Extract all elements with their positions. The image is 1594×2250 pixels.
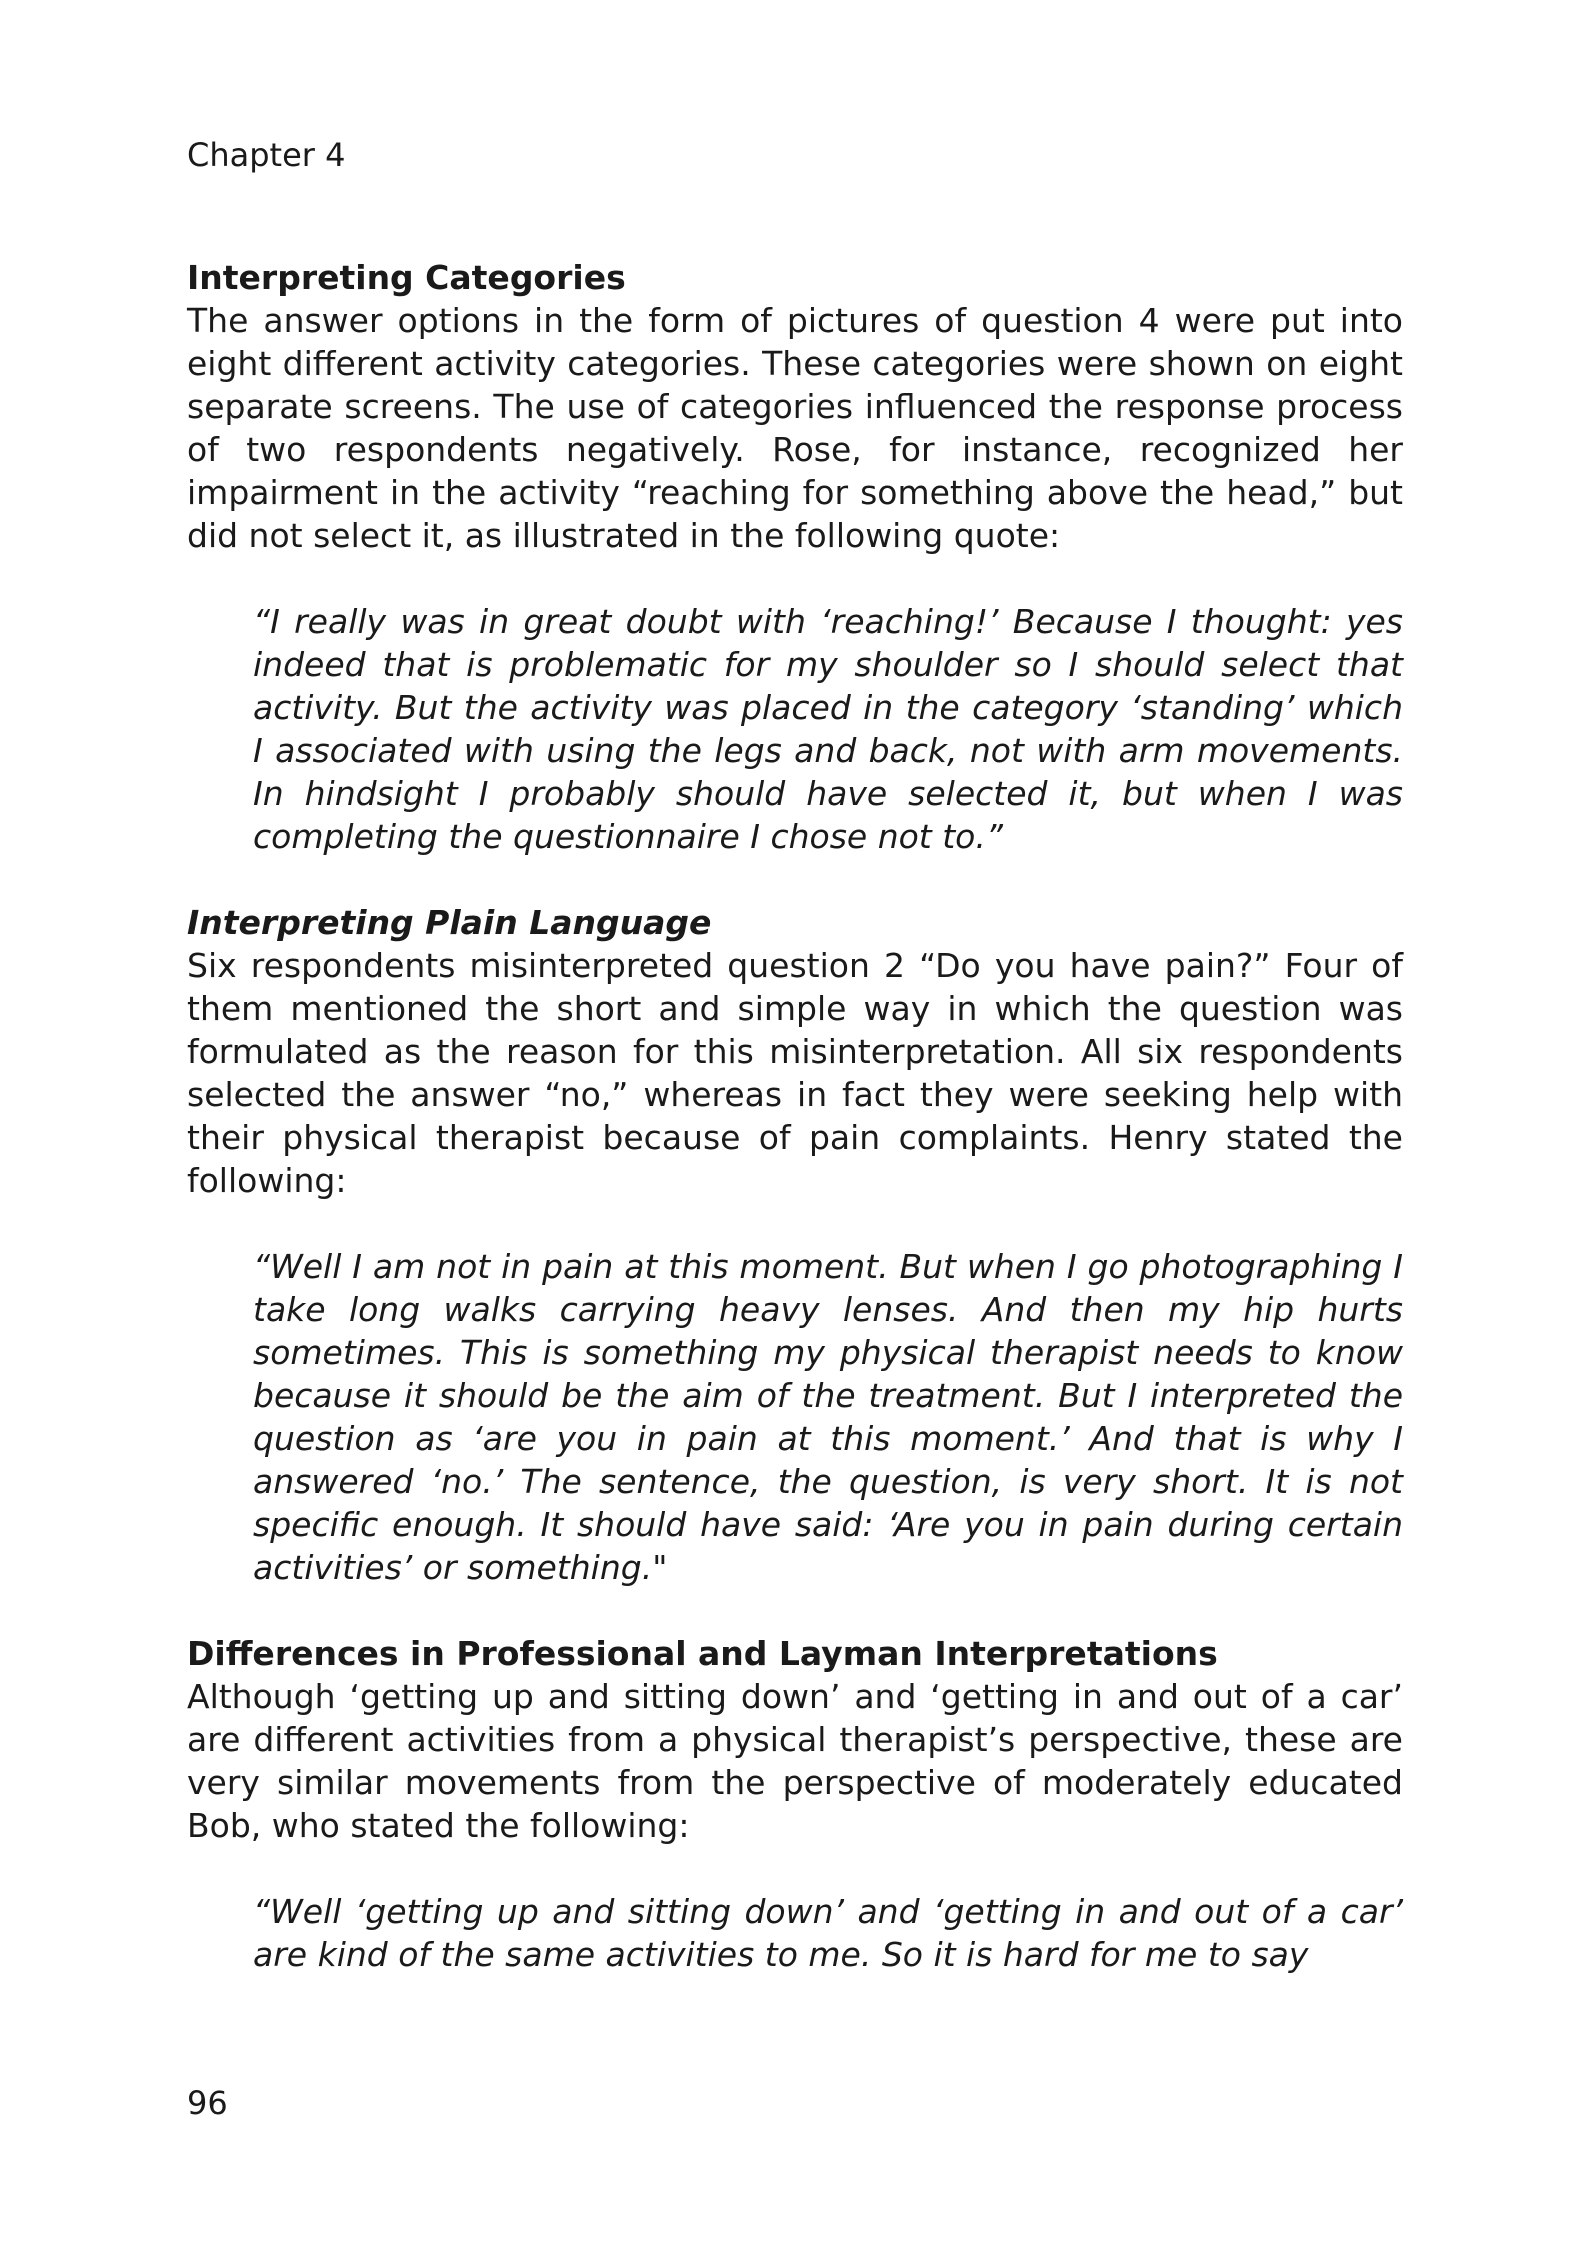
quote-bob: “Well ‘getting up and sitting down’ and ‘getting in and out of a car’ are kind of the same activities to me. So it is hard for me to say <box>253 1892 1403 1974</box>
section-heading-interpreting-plain-language: Interpreting Plain Language <box>187 903 712 942</box>
section-paragraph-interpreting-plain-language: Six respondents misinterpreted question 2 “Do you have pain?” Four of them mentioned the short and simple way in which the question was formulated as the reason for this misinterpretation. All six respondents selected the answer “no,” whereas in fact they were seeking help with their physical therapist because of pain complaints. Henry stated the following: <box>187 946 1403 1200</box>
section-heading-professional-layman: Differences in Professional and Layman Interpretations <box>187 1634 1218 1673</box>
page-number: 96 <box>187 2084 228 2122</box>
chapter-header: Chapter 4 <box>187 136 346 174</box>
page-body <box>187 256 1403 2019</box>
section-paragraph-professional-layman: Although ‘getting up and sitting down’ and ‘getting in and out of a car’ are different activities from a physical therapist’s perspective, these are very similar movements from the perspective of moderately educated Bob, who stated the following: <box>187 1677 1403 1845</box>
quote-rose: “I really was in great doubt with ‘reaching!’ Because I thought: yes indeed that is problematic for my shoulder so I should select that activity. But the activity was placed in the category ‘standing’ which I associated with using the legs and back, not with arm movements. In hindsight I probably should have selected it, but when I was completing the questionnaire I chose not to.” <box>253 602 1403 856</box>
section-paragraph-interpreting-categories: The answer options in the form of pictures of question 4 were put into eight different activity categories. These categories were shown on eight separate screens. The use of categories influenced the response process of two respondents negatively. Rose, for instance, recognized her impairment in the activity “reaching for something above the head,” but did not select it, as illustrated in the following quote: <box>187 301 1403 555</box>
section-heading-interpreting-categories: Interpreting Categories <box>187 258 626 297</box>
quote-henry: “Well I am not in pain at this moment. But when I go photographing I take long walks carrying heavy lenses. And then my hip hurts sometimes. This is something my physical therapist needs to know because it should be the aim of the treatment. But I interpreted the question as ‘are you in pain at this moment.’ And that is why I answered ‘no.’ The sentence, the question, is very short. It is not specific enough. It should have said: ‘Are you in pain during certain activities’ or something." <box>253 1247 1403 1587</box>
